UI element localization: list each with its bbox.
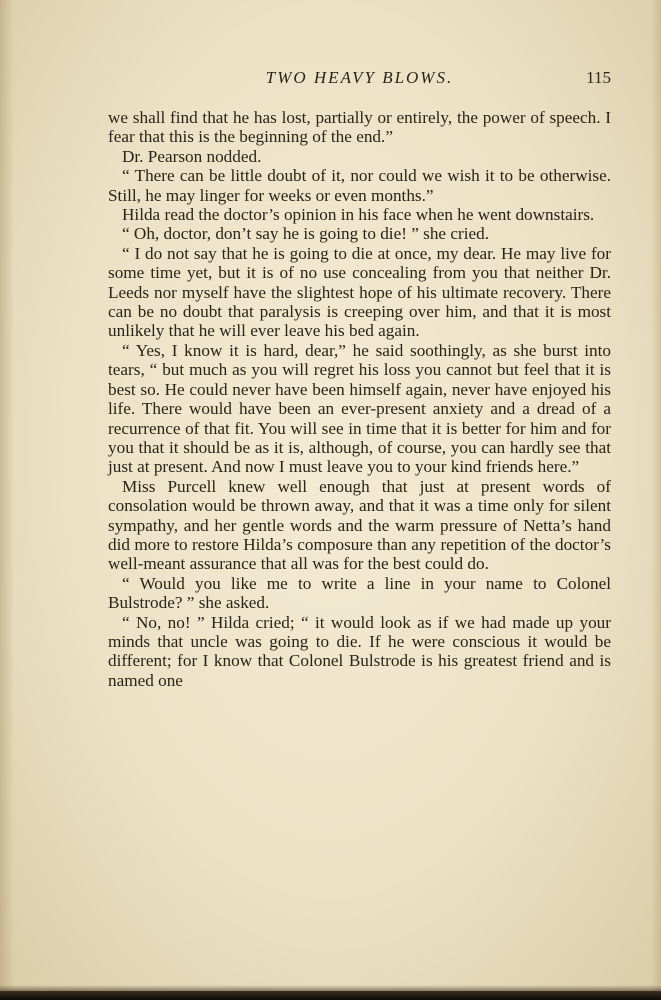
paragraph: Hilda read the doctor’s opinion in his face when he went downstairs. — [122, 205, 595, 225]
paragraph: Miss Purcell knew well enough that just at present words of consolation would be thrown away, and that it was a time only for silent sympathy, and her gentle words and the warm pressure of Netta’s hand did more to restore Hilda’s composure than any repetition of the doctor’s well-meant assurance that all was for the best could do. — [108, 476, 611, 574]
page-edge-right — [651, 0, 661, 1000]
page-number: 115 — [586, 68, 611, 87]
paragraph: “ I do not say that he is going to die at once, my dear. He may live for some time yet, but it is of no use concealing from you that neither Dr. Leeds nor myself have the slightest hope of his ultimate recovery. There can be no doubt that paralysis is creeping over him, and that it is most unlikely that he will ever leave his bed again. — [108, 243, 611, 341]
paragraph: “ Would you like me to write a line in your name to Colonel Bulstrode? ” she asked. — [108, 573, 611, 613]
paragraph-continuation: we shall find that he has lost, partially or entirely, the power of speech. I fear that this is the beginning of the end.” — [108, 108, 611, 147]
paragraph: “ No, no! ” Hilda cried; “ it would look as if we had made up your minds that uncle was going to die. If he were conscious it would be different; for I know that Colonel Bulstrode is his greatest friend and is named one — [108, 612, 611, 690]
paragraph: Dr. Pearson nodded. — [122, 146, 262, 166]
running-head — [108, 68, 611, 92]
body-text — [108, 108, 611, 690]
paragraph: “ Yes, I know it is hard, dear,” he said soothingly, as she burst into tears, “ but much as you will regret his loss you cannot but feel that it is best so. He could never have been himself again, never have enjoyed his life. There would have been an ever-present anxiety and a dread of a recurrence of that fit. You will see in time that it is better for him and for you that it should be as it is, although, of course, you can hardly see that just at present. And now I must leave you to your kind friends here.” — [108, 340, 611, 477]
page-bottom-edge — [0, 991, 661, 1000]
paragraph: “ There can be little doubt of it, nor could we wish it to be otherwise. Still, he may linger for weeks or even months.” — [108, 166, 611, 205]
paragraph: “ Oh, doctor, don’t say he is going to die! ” she cried. — [122, 224, 490, 244]
running-title: TWO HEAVY BLOWS. — [265, 68, 454, 87]
page-edge-left — [0, 0, 14, 1000]
